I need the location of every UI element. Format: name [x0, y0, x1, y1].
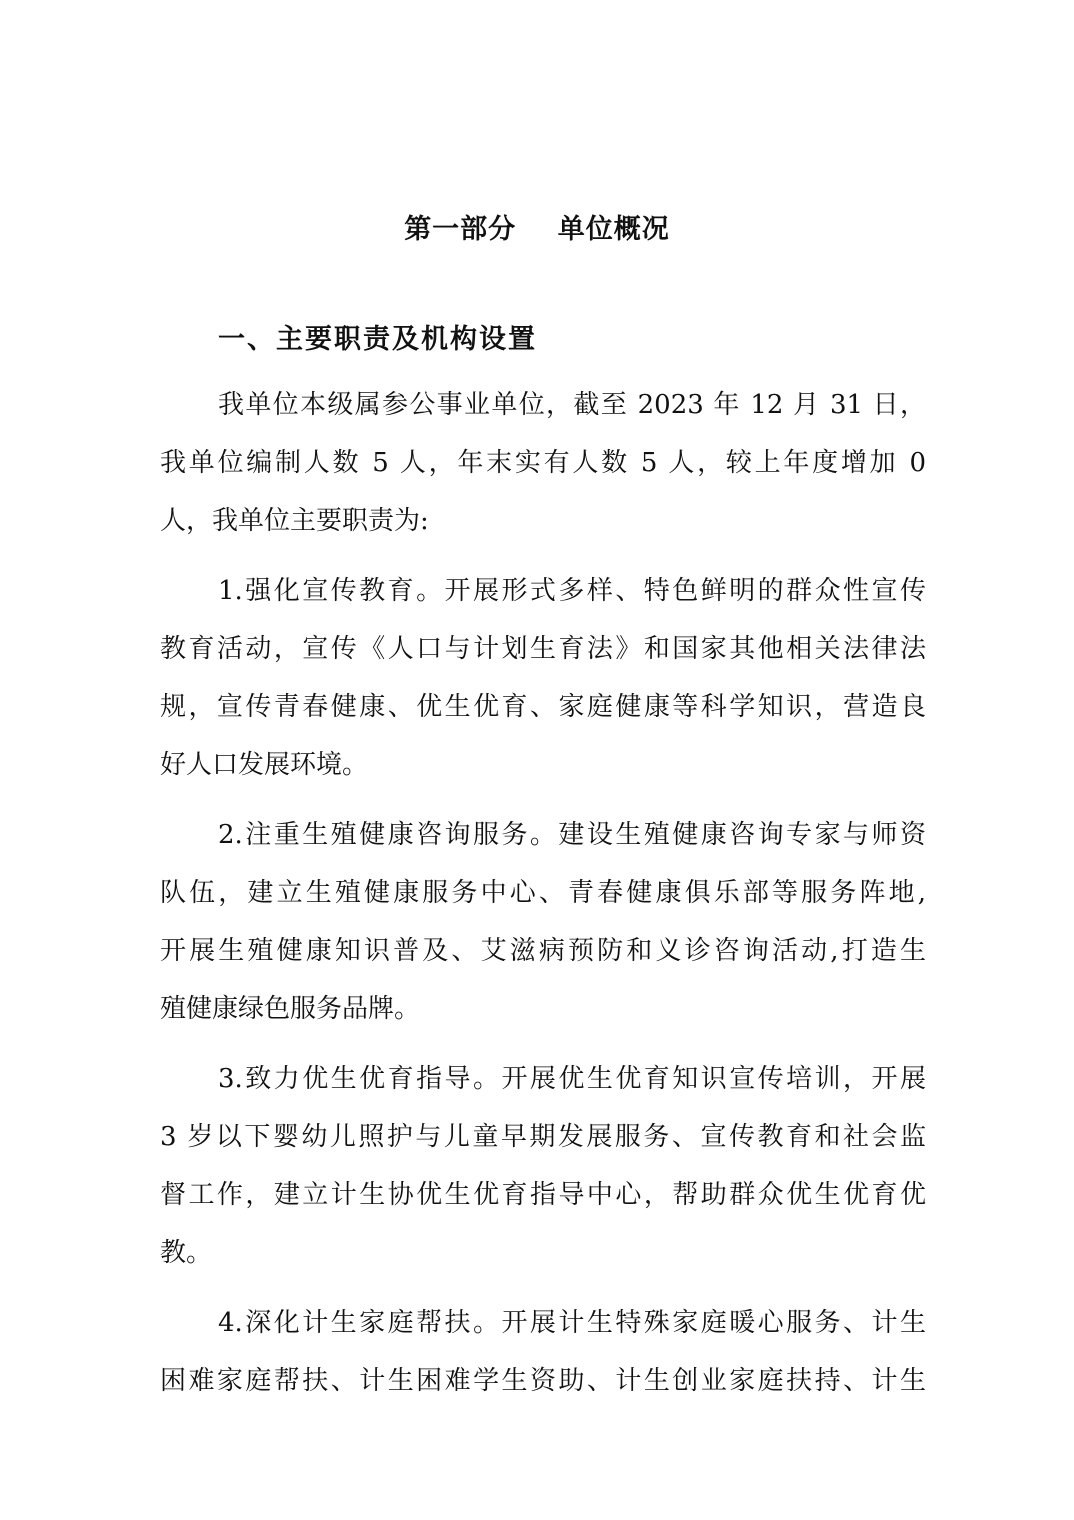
paragraph-line: 教。 [160, 1238, 213, 1268]
paragraph-duty-4 [160, 1294, 926, 1410]
paragraph-line: 我单位本级属参公事业单位，截至 2023 年 12 月 31 日， [218, 390, 926, 420]
paragraph-line: 人，我单位主要职责为: [160, 506, 429, 536]
paragraph-duty-2 [160, 806, 926, 1038]
paragraph-line: 殖健康绿色服务品牌。 [160, 994, 421, 1024]
paragraph-overview [160, 376, 926, 550]
paragraph-line: 队伍，建立生殖健康服务中心、青春健康俱乐部等服务阵地, [160, 878, 926, 908]
paragraph-line: 1.强化宣传教育。开展形式多样、特色鲜明的群众性宣传 [218, 576, 926, 606]
paragraph-line: 教育活动，宣传《人口与计划生育法》和国家其他相关法律法 [160, 634, 926, 664]
page-title: 第一部分 单位概况 [404, 214, 670, 245]
paragraph-line: 2.注重生殖健康咨询服务。建设生殖健康咨询专家与师资 [218, 820, 926, 850]
section-heading: 一、主要职责及机构设置 [218, 324, 537, 355]
paragraph-line: 规，宣传青春健康、优生优育、家庭健康等科学知识，营造良 [160, 692, 926, 722]
paragraph-duty-1 [160, 562, 926, 794]
paragraph-line: 困难家庭帮扶、计生困难学生资助、计生创业家庭扶持、计生 [160, 1366, 926, 1396]
paragraph-line: 3.致力优生优育指导。开展优生优育知识宣传培训，开展 [218, 1064, 926, 1094]
paragraph-spacer [160, 794, 926, 806]
paragraph-line: 督工作，建立计生协优生优育指导中心，帮助群众优生优育优 [160, 1180, 926, 1210]
paragraph-line: 3 岁以下婴幼儿照护与儿童早期发展服务、宣传教育和社会监 [160, 1122, 926, 1152]
paragraph-spacer [160, 1038, 926, 1050]
paragraph-line: 开展生殖健康知识普及、艾滋病预防和义诊咨询活动,打造生 [160, 936, 926, 966]
paragraph-spacer [160, 550, 926, 562]
document-body [160, 376, 926, 1410]
paragraph-line: 好人口发展环境。 [160, 750, 369, 780]
paragraph-line: 我单位编制人数 5 人，年末实有人数 5 人，较上年度增加 0 [160, 448, 926, 478]
paragraph-duty-3 [160, 1050, 926, 1282]
paragraph-spacer [160, 1282, 926, 1294]
paragraph-line: 4.深化计生家庭帮扶。开展计生特殊家庭暖心服务、计生 [218, 1308, 926, 1338]
